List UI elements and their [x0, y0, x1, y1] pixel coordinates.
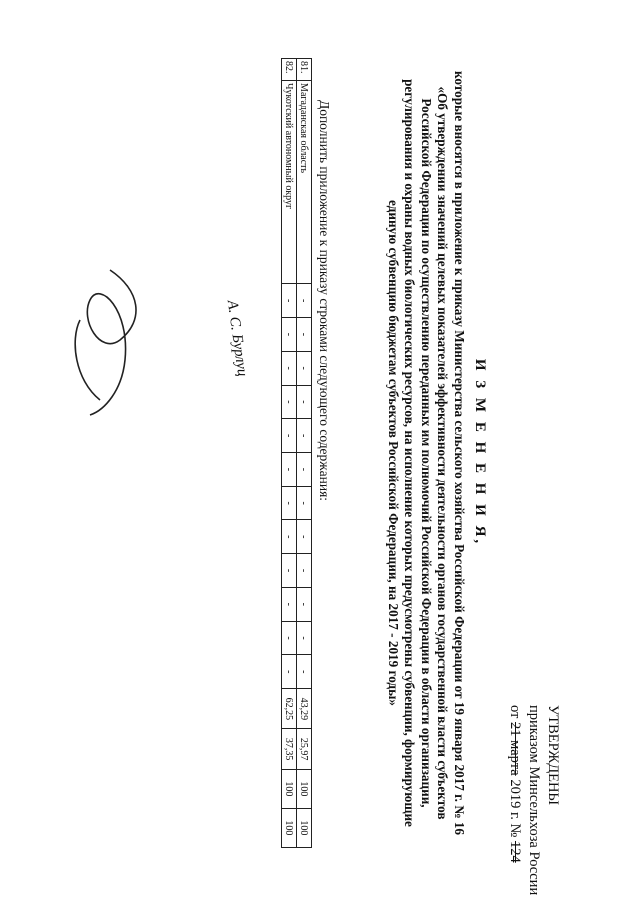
table-cell: 100	[282, 808, 297, 847]
table-cell: 100	[297, 769, 312, 808]
changes-table	[281, 58, 312, 848]
table-cell: -	[282, 520, 297, 554]
table-cell: -	[282, 655, 297, 689]
table-cell: 100	[297, 808, 312, 847]
table-cell: 37,35	[282, 729, 297, 769]
table-cell: -	[297, 520, 312, 554]
table-cell: -	[282, 621, 297, 655]
table-cell: -	[282, 385, 297, 419]
table-cell: 100	[282, 769, 297, 808]
table-cell: -	[282, 453, 297, 487]
handwritten-signature	[223, 299, 251, 377]
table-cell: -	[297, 351, 312, 385]
region-name: Магаданская область	[297, 81, 312, 284]
table-cell: -	[282, 318, 297, 352]
approval-number: 124	[507, 840, 523, 863]
approval-heading: УТВЕРЖДЕНЫ	[545, 705, 561, 806]
table-cell: -	[282, 587, 297, 621]
table-cell: -	[282, 351, 297, 385]
table-cell: -	[282, 419, 297, 453]
table-cell: 62,25	[282, 689, 297, 729]
table-cell: -	[297, 621, 312, 655]
table-cell: 25,97	[297, 729, 312, 769]
table-cell: -	[297, 318, 312, 352]
document-title: И З М Е Н Е Н И Я,	[472, 358, 488, 547]
region-name: Чукотский автономный округ	[282, 81, 297, 284]
table-cell: -	[282, 554, 297, 588]
table-cell: -	[297, 587, 312, 621]
approval-year: 2019 г. №	[507, 779, 523, 838]
append-instruction: Дополнить приложение к приказу строками следующего содержания:	[317, 100, 332, 502]
table-cell: -	[297, 284, 312, 318]
approval-date: 21 марта	[507, 722, 523, 776]
signature-text: А. С. Бурлуц	[223, 299, 251, 378]
approval-prefix: от	[507, 705, 523, 719]
signature-scribble-icon	[60, 260, 150, 420]
table-cell: -	[297, 453, 312, 487]
table-cell: -	[297, 385, 312, 419]
table-cell: -	[297, 486, 312, 520]
table-cell: -	[297, 655, 312, 689]
table-cell: -	[282, 486, 297, 520]
table-row	[282, 59, 297, 848]
table-cell: -	[297, 419, 312, 453]
table-cell: -	[282, 284, 297, 318]
table-cell: 43,29	[297, 689, 312, 729]
table-row	[297, 59, 312, 848]
row-number: 82.	[282, 59, 297, 81]
approval-order-line: приказом Минсельхоза России	[526, 705, 542, 896]
approval-date-line	[505, 705, 524, 895]
approval-stamp	[505, 705, 562, 895]
document-subtitle: которые вносятся в приложение к приказу Министерства сельского хозяйства Российской Федерации от 19 января 2017 г. № 16 «Об утверждении значений целевых показателей эффективности деятельности органов государственной власти субъектов Российской Федерации по осуществлению переданных им полномочий Российской Федерации в области организации, регулирования и охраны водных биологических ресурсов, на исполнение которых предусмотрены субвенции, формирующие единую субвенцию бюджетам субъектов Российской Федерации, на 2017 - 2019 годы»	[385, 70, 467, 836]
table-cell: -	[297, 554, 312, 588]
row-number: 81.	[297, 59, 312, 81]
